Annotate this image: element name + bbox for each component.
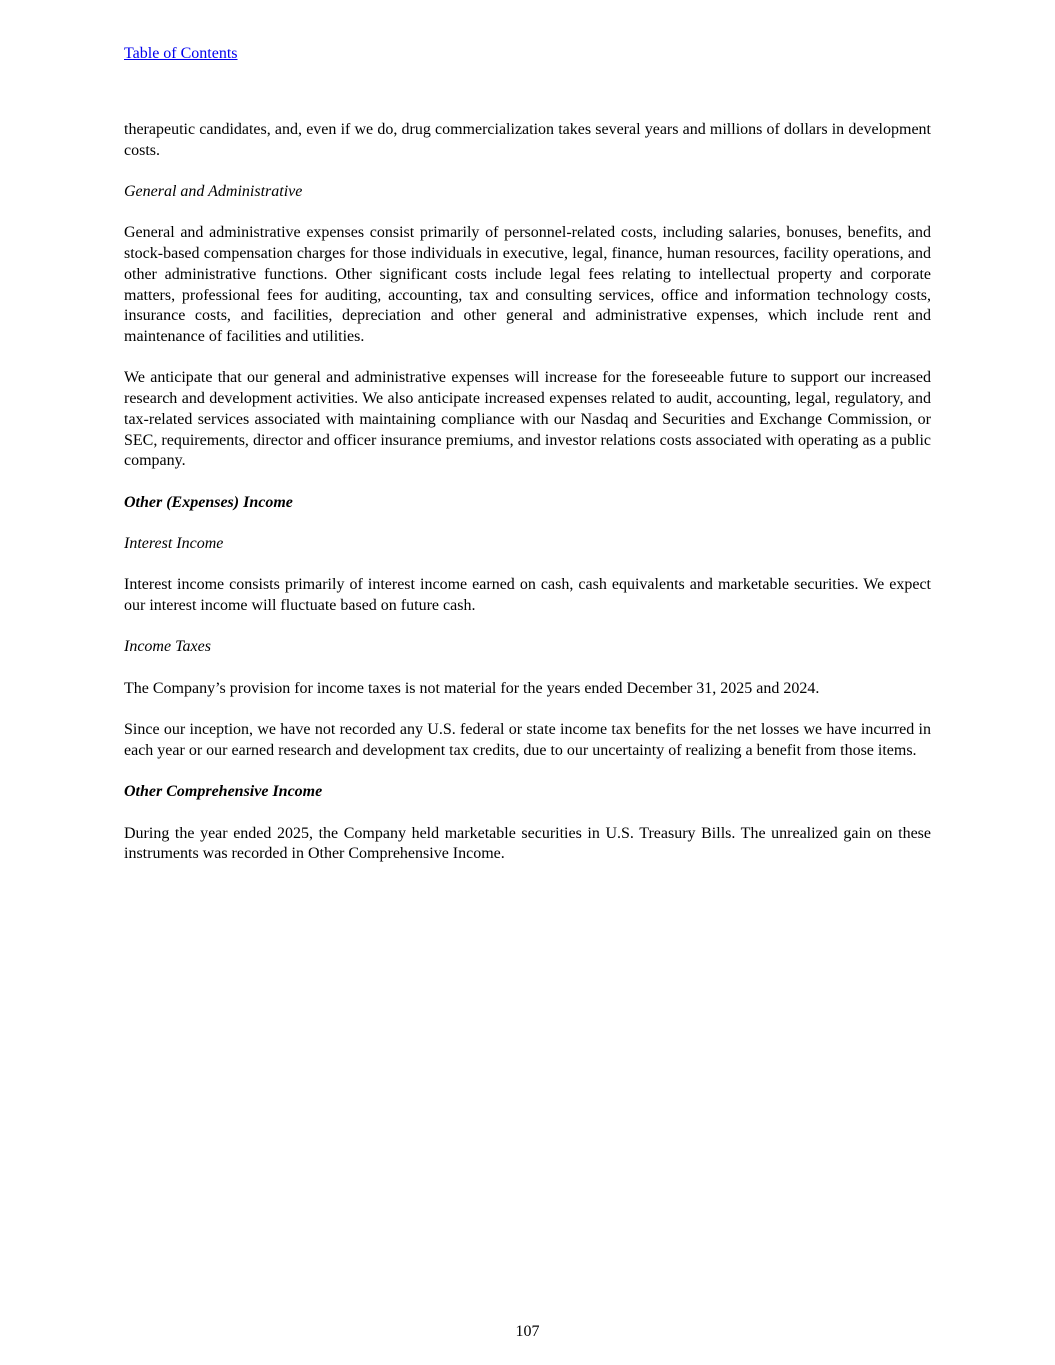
income-taxes-paragraph-2: Since our inception, we have not recorded any U.S. federal or state income tax benefits for the net losses we have incurred in each year or our earned research and development tax credits, due to our uncertainty of realizing a benefit from those items. xyxy=(124,721,931,759)
interest-income-heading: Interest Income xyxy=(124,534,224,552)
income-taxes-paragraph-1: The Company’s provision for income taxes is not material for the years ended December 31, 2025 and 2024. xyxy=(124,679,820,697)
income-taxes-heading: Income Taxes xyxy=(124,638,211,656)
intro-paragraph: therapeutic candidates, and, even if we do, drug commercialization takes several years and millions of dollars in development costs. xyxy=(124,121,931,159)
general-administrative-heading: General and Administrative xyxy=(124,183,303,201)
page-number: 107 xyxy=(515,1323,540,1340)
document-body xyxy=(124,120,931,886)
other-comprehensive-income-paragraph: During the year ended 2025, the Company held marketable securities in U.S. Treasury Bills. The unrealized gain on these instruments was recorded in Other Comprehensive Income. xyxy=(124,824,931,863)
other-expenses-income-heading: Other (Expenses) Income xyxy=(124,493,293,511)
general-administrative-paragraph-1: General and administrative expenses consist primarily of personnel-related costs, including salaries, bonuses, benefits, and stock-based compensation charges for those individuals in executive, legal, finance, human resources, facility operations, and other administrative functions. Other significant costs include legal fees relating to intellectual property and corporate matters, professional fees for auditing, accounting, tax and consulting services, office and information technology costs, insurance costs, and facilities, depreciation and other general and administrative expenses, which include rent and maintenance of facilities and utilities. xyxy=(124,224,931,345)
general-administrative-paragraph-2: We anticipate that our general and administrative expenses will increase for the foreseeable future to support our increased research and development activities. We also anticipate increased expenses related to audit, accounting, legal, regulatory, and tax-related services associated with maintaining compliance with our Nasdaq and Securities and Exchange Commission, or SEC, requirements, director and officer insurance premiums, and investor relations costs associated with operating as a public company. xyxy=(124,369,931,470)
interest-income-paragraph: Interest income consists primarily of interest income earned on cash, cash equivalents and marketable securities. We expect our interest income will fluctuate based on future cash. xyxy=(124,576,931,615)
table-of-contents-link[interactable]: Table of Contents xyxy=(124,45,238,62)
other-comprehensive-income-heading: Other Comprehensive Income xyxy=(124,783,323,801)
